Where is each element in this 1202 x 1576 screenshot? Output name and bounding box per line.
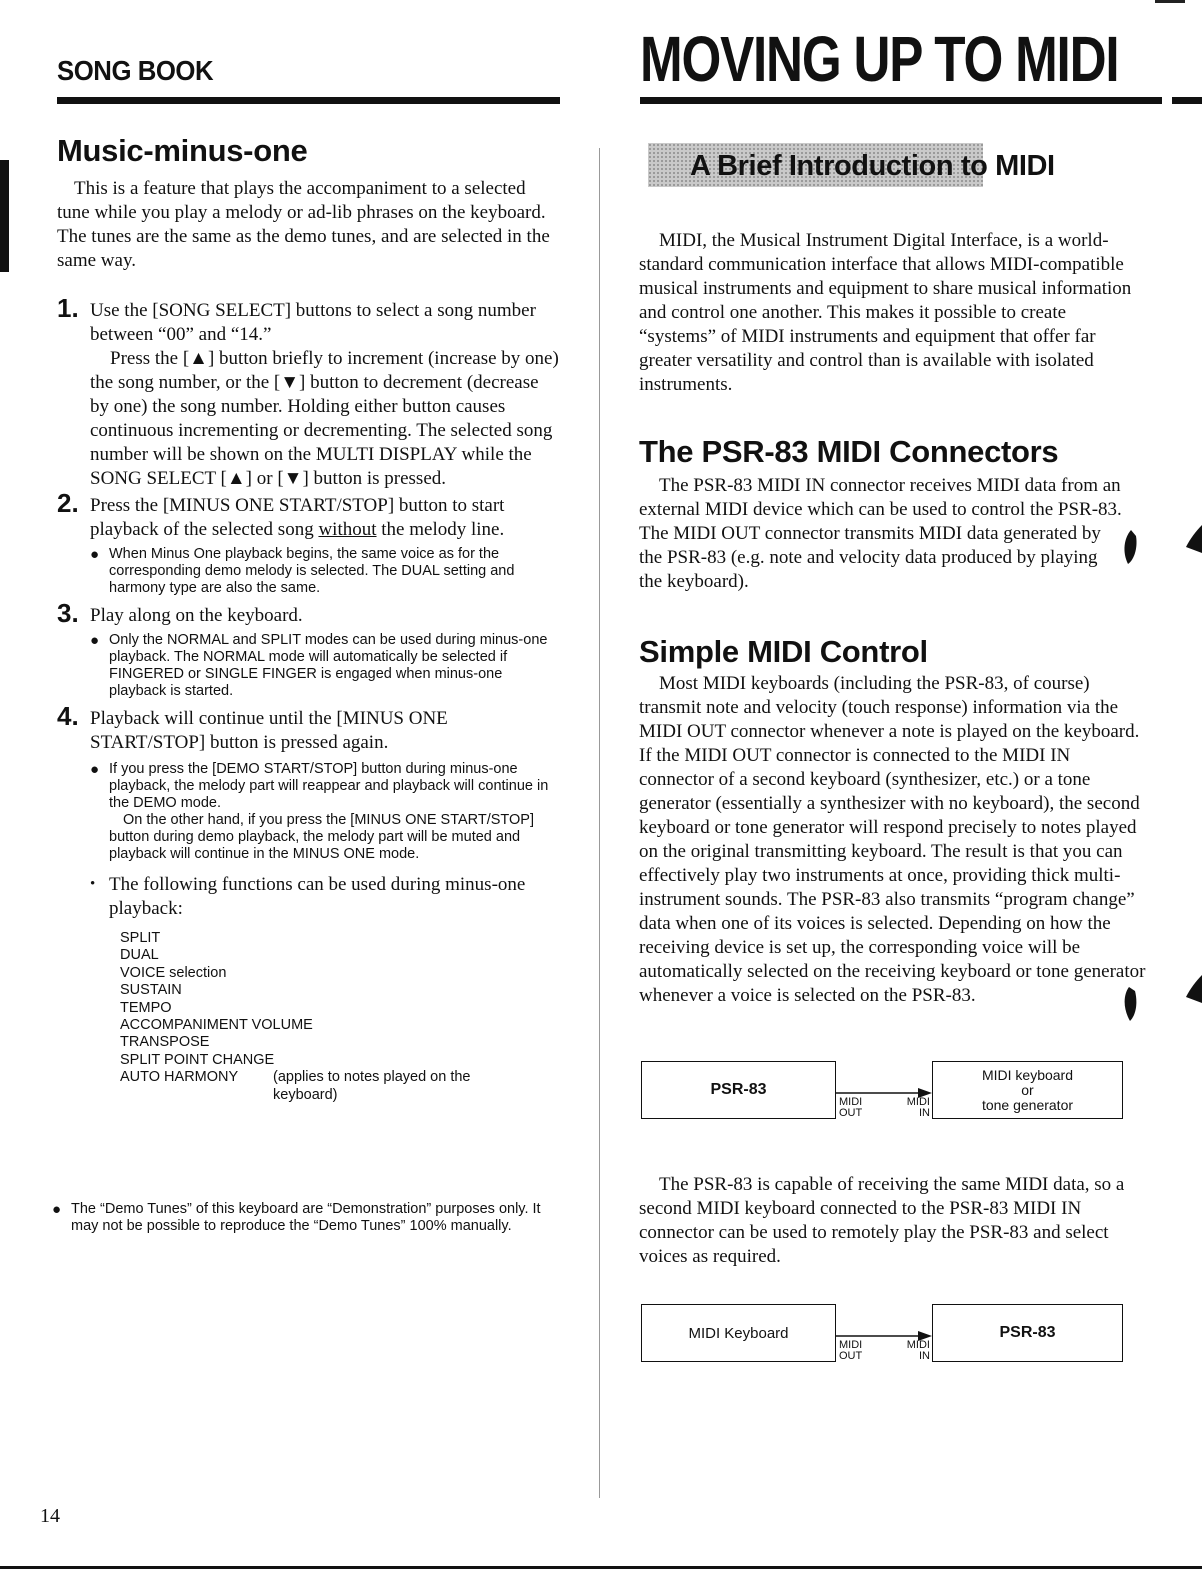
intro-banner-title: A Brief Introduction to MIDI <box>690 150 1055 182</box>
step-2 <box>57 488 562 597</box>
step-number: 3. <box>57 598 79 628</box>
function-item: ACCOMPANIMENT VOLUME <box>120 1016 313 1033</box>
left-column <box>57 133 562 1104</box>
header-rule-right-tail <box>1172 97 1202 104</box>
bottom-border <box>0 1566 1202 1569</box>
binder-hole-mark <box>1120 985 1142 1025</box>
function-item: SPLIT POINT CHANGE <box>120 1051 275 1068</box>
diagram1-psr83-box: PSR-83 <box>641 1061 836 1119</box>
diagram2-midi-keyboard-box: MIDI Keyboard <box>641 1304 836 1362</box>
section-title: SONG BOOK <box>57 55 214 86</box>
diagram2-midi-out-label: MIDI OUT <box>839 1339 863 1362</box>
edge-mark <box>1182 975 1202 1003</box>
bullet-dot: ● <box>90 761 100 778</box>
diagram2-midi-in-label: MIDI IN <box>906 1339 930 1362</box>
function-item: SUSTAIN <box>120 982 182 999</box>
step-4-note: ● If you press the [DEMO START/STOP] button during minus-one playback, the melody part will reappear and playback will continue in the DEMO mode. On the other hand, if you press the [MINUS ONE START/STOP] button during demo playback, the melody part will be muted and playback will continue in the MINUS ONE mode. <box>90 761 549 862</box>
connectors-heading: The PSR-83 MIDI Connectors <box>639 434 1059 469</box>
receive-paragraph: The PSR-83 is capable of receiving the same MIDI data, so a second MIDI keyboard connected to the PSR-83 MIDI IN connector can be used to remotely play the PSR-83 and select voices as required. <box>639 1174 1125 1267</box>
simple-control-paragraph: Most MIDI keyboards (including the PSR-83, of course) transmit note and velocity (touch response) information via the MIDI OUT connector whenever a note is played on the keyboard. If the MIDI OUT connector is connected to the MIDI IN connector of a second keyboard (synthesizer, etc.) or a tone generator (essentially a synthesizer with no keyboard), the second keyboard or tone generator will respond precisely to notes played on the original transmitting keyboard. The result is that you can effectively play two instruments at once, providing thick multi-instrument sounds. The PSR-83 also transmits “program change” data when one of its voices is selected. Depending on how the receiving device is set up, the corresponding voice will be automatically selected on the receiving keyboard or tone generator whenever a voice is selected on the PSR-83. <box>639 673 1146 1006</box>
connectors-paragraph: The PSR-83 MIDI IN connector receives MIDI data from an external MIDI device which can be used to control the PSR-83. The MIDI OUT connector transmits MIDI data generated by the PSR-83 (e.g. note and velocity data produced by playing the keyboard). <box>639 475 1122 592</box>
step-number: 2. <box>57 488 79 518</box>
step-3 <box>57 598 562 700</box>
step-number: 4. <box>57 701 79 731</box>
header-rule-left <box>57 97 560 104</box>
bullet-small-dot: • <box>90 876 96 892</box>
bullet-dot: ● <box>90 632 100 649</box>
step-1-paragraph: Press the [▲] button briefly to increment (increase by one) the song number, or the [▼] button to decrement (decrease by one) the song number. Holding either button causes continuous incrementing or decrementing. The selected song number will be shown on the MULTI DISPLAY while the SONG SELECT [▲] or [▼] button is pressed. <box>90 348 559 489</box>
diagram1-receiver-box: MIDI keyboard or tone generator <box>932 1061 1123 1119</box>
step-1 <box>57 293 562 491</box>
binder-hole-mark <box>1120 528 1142 568</box>
auto-harmony-note-line2: keyboard) <box>273 1086 338 1103</box>
bullet-dot: ● <box>52 1201 62 1218</box>
step-2-note: ● When Minus One playback begins, the same voice as for the corresponding demo melody is selected. The DUAL setting and harmony type are also the same. <box>90 546 515 596</box>
left-edge-tab <box>0 160 9 272</box>
underlined-word: without <box>318 519 377 540</box>
header-rule-right <box>640 97 1162 104</box>
top-right-mark <box>1155 0 1185 3</box>
function-item: TEMPO <box>120 999 172 1016</box>
step-4 <box>57 701 562 1104</box>
step-3-text: Play along on the keyboard. <box>90 605 303 626</box>
function-list <box>120 930 562 1104</box>
function-item: VOICE selection <box>120 964 227 981</box>
step-1-text: Use the [SONG SELECT] buttons to select a song number between “00” and “14.” <box>90 300 536 345</box>
step-2-text: Press the [MINUS ONE START/STOP] button to start playback of the selected song without the melody line. <box>90 495 505 540</box>
diagram2-psr83-box: PSR-83 <box>932 1304 1123 1362</box>
function-item-auto-harmony: AUTO HARMONY (applies to notes played on the <box>120 1069 471 1086</box>
step-number: 1. <box>57 293 79 323</box>
diagram1-midi-in-label: MIDI IN <box>906 1096 930 1119</box>
bullet-dot: ● <box>90 546 100 563</box>
functions-intro: • The following functions can be used during minus-one playback: <box>90 874 526 919</box>
step-4-text: Playback will continue until the [MINUS ONE START/STOP] button is pressed again. <box>90 708 448 753</box>
page-number: 14 <box>40 1505 60 1527</box>
step-3-note: ● Only the NORMAL and SPLIT modes can be used during minus-one playback. The NORMAL mode will automatically be selected if FINGERED or SINGLE FINGER is engaged when minus-one playback is started. <box>90 632 548 699</box>
function-item: SPLIT <box>120 930 161 946</box>
function-item: DUAL <box>120 947 159 964</box>
demo-tunes-footnote: ● The “Demo Tunes” of this keyboard are “Demonstration” purposes only. It may not be possible to reproduce the “Demo Tunes” 100% manually. <box>52 1201 541 1234</box>
midi-intro-paragraph: MIDI, the Musical Instrument Digital Interface, is a world-standard communication interface that allows MIDI-compatible musical instruments and equipment to share musical information and control one another. This makes it possible to create “systems” of MIDI instruments and equipment that offer far greater versatility and control than is available with isolated instruments. <box>639 230 1132 395</box>
edge-mark <box>1182 525 1202 553</box>
column-divider <box>599 148 600 1498</box>
intro-paragraph: This is a feature that plays the accompaniment to a selected tune while you play a melody or ad-lib phrases on the keyboard. The tunes are the same as the demo tunes, and are selected in the same way. <box>57 178 550 271</box>
diagram1-midi-out-label: MIDI OUT <box>839 1096 863 1119</box>
auto-harmony-note: (applies to notes played on the <box>273 1069 471 1086</box>
chapter-title: MOVING UP TO MIDI <box>640 23 1119 95</box>
function-item: TRANSPOSE <box>120 1034 210 1051</box>
simple-control-heading: Simple MIDI Control <box>639 634 928 669</box>
music-minus-one-heading: Music-minus-one <box>57 133 308 168</box>
